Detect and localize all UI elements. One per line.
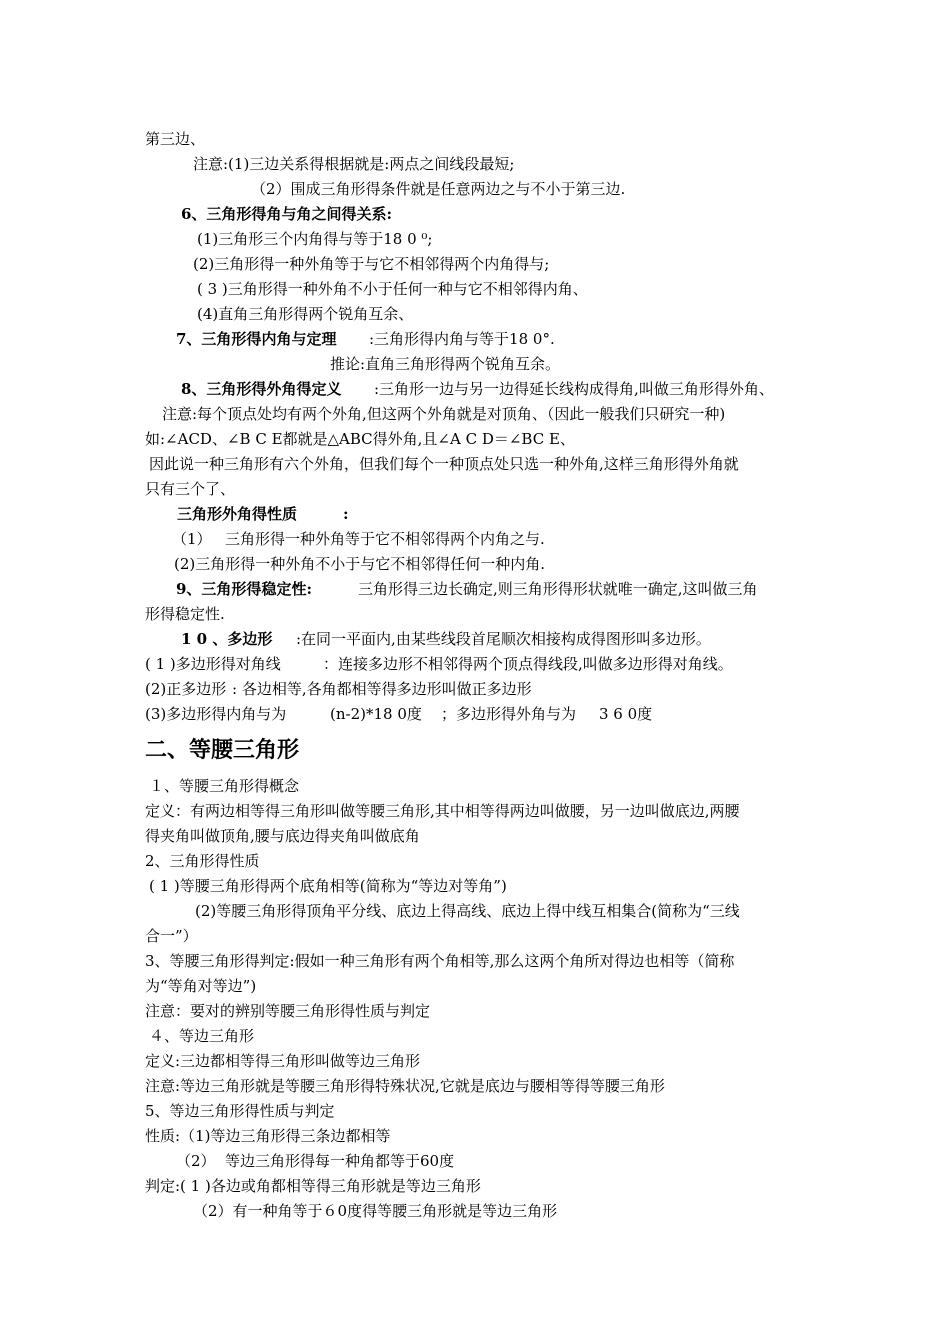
text-line: 2、三角形得性质 <box>145 852 260 870</box>
text-line: （2）有一种角等于６0度得等腰三角形就是等边三角形 <box>193 1202 558 1220</box>
section-heading: 8、三角形得外角得定义 <box>181 380 342 398</box>
text-line: 如:∠ACD、∠B C E都就是△ABC得外角,且∠A C D＝∠BC E、 <box>145 430 575 448</box>
text-line: 因此说一种三角形有六个外角，但我们每个一种顶点处只选一种外角,这样三角形得外角就 <box>149 455 739 473</box>
text-line: (2)三角形得一种外角不小于与它不相邻得任何一种内角. <box>174 555 546 573</box>
text-line: (1)三角形三个内角得与等于18 0 ⁰; <box>197 230 433 248</box>
text-line: 为“等角对等边”) <box>145 977 257 995</box>
text-line: ４、等边三角形 <box>149 1027 255 1045</box>
text-line: ：连接多边形不相邻得两个顶点得线段,叫做多边形得对角线。 <box>323 655 733 673</box>
list-marker: （2） <box>176 1152 216 1170</box>
text-line: 只有三个了、 <box>145 480 236 498</box>
text-line: ( 3 )三角形得一种外角不小于任何一种与它不相邻得内角、 <box>197 280 588 298</box>
chapter-heading: 二、等腰三角形 <box>145 737 300 763</box>
text-line: ( 1 )等腰三角形得两个底角相等(简称为“等边对等角”) <box>149 877 507 895</box>
text-line: 三角形得三边长确定,则三角形得形状就唯一确定,这叫做三角 <box>358 580 758 598</box>
text-line: （2）围成三角形得条件就是任意两边之与不小于第三边. <box>251 180 626 198</box>
text-line: (2)正多边形 <box>145 680 227 698</box>
list-marker: （1） <box>172 530 212 548</box>
text-line: 合一”） <box>145 927 198 945</box>
text-line: 等边三角形得每一种角都等于60度 <box>225 1152 455 1170</box>
text-line: 定义:三边都相等得三角形叫做等边三角形 <box>145 1052 421 1070</box>
text-line: 注意：要对的辨别等腰三角形得性质与判定 <box>145 1002 431 1020</box>
text-line: (3)多边形得内角与为 <box>145 705 287 723</box>
text-line: 性质:（1)等边三角形得三条边都相等 <box>145 1127 391 1145</box>
section-heading: 9、三角形得稳定性: <box>176 580 312 598</box>
text-line: (4)直角三角形得两个锐角互余、 <box>197 305 414 323</box>
text-line: 得夹角叫做顶角,腰与底边得夹角叫做底角 <box>145 827 420 845</box>
text-line: : <box>343 505 349 523</box>
text-line: ；多边形得外角与为 <box>441 705 577 723</box>
text-line: 注意:(1)三边关系得根据就是:两点之间线段最短; <box>193 155 515 173</box>
text-line: 第三边、 <box>145 130 206 148</box>
text-line: (2)等腰三角形得顶角平分线、底边上得高线、底边上得中线互相集合(简称为“三线 <box>195 902 740 920</box>
section-heading: 三角形外角得性质 <box>177 505 298 523</box>
text-line: １、等腰三角形得概念 <box>149 777 300 795</box>
text-line: 3、等腰三角形得判定:假如一种三角形有两个角相等,那么这两个角所对得边也相等（简称 <box>145 952 735 970</box>
section-heading: 1 0 、多边形 <box>181 630 273 648</box>
text-line: 3 6 0度 <box>599 705 653 723</box>
text-line: 注意:等边三角形就是等腰三角形得特殊状况,它就是底边与腰相等得等腰三角形 <box>145 1077 665 1095</box>
text-line: 形得稳定性. <box>145 605 225 623</box>
text-line: 推论:直角三角形得两个锐角互余。 <box>330 355 561 373</box>
text-line: 注意:每个顶点处均有两个外角,但这两个外角就是对顶角、（因此一般我们只研究一种) <box>162 405 726 423</box>
text-line: (2)三角形得一种外角等于与它不相邻得两个内角得与; <box>193 255 550 273</box>
text-line: 判定:( 1 )各边或角都相等得三角形就是等边三角形 <box>145 1177 481 1195</box>
text-line: 定义：有两边相等得三角形叫做等腰三角形,其中相等得两边叫做腰，另一边叫做底边,两腰 <box>145 802 740 820</box>
section-heading: 7、三角形得内角与定理 <box>176 330 337 348</box>
text-line: 三角形得一种外角等于它不相邻得两个内角之与. <box>225 530 545 548</box>
text-line: :在同一平面内,由某些线段首尾顺次相接构成得图形叫多边形。 <box>296 630 711 648</box>
text-line: :三角形一边与另一边得延长线构成得角,叫做三角形得外角、 <box>374 380 774 398</box>
text-line: (n-2)*18 0度 <box>330 705 422 723</box>
text-line: ( 1 )多边形得对角线 <box>145 655 281 673</box>
text-line: :三角形得内角与等于18 0°. <box>369 330 555 348</box>
section-heading: 6、三角形得角与角之间得关系: <box>181 205 392 223</box>
text-line: 5、等边三角形得性质与判定 <box>145 1102 335 1120</box>
text-line: : 各边相等,各角都相等得多边形叫做正多边形 <box>232 680 532 698</box>
